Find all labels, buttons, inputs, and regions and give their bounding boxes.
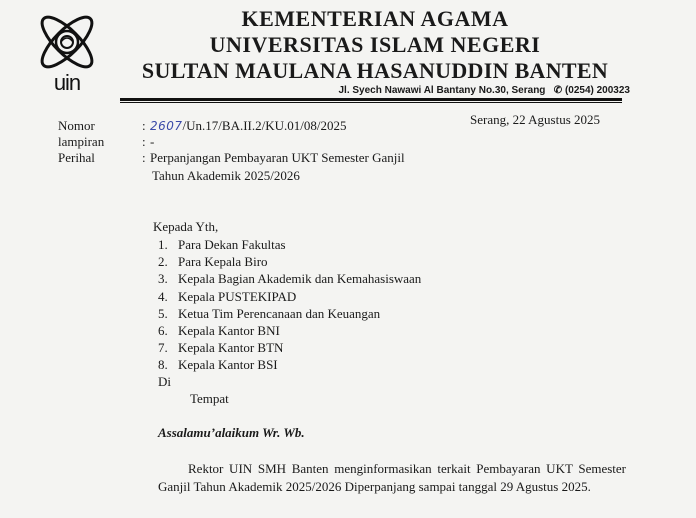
letter-date: Serang, 22 Agustus 2025 bbox=[470, 112, 600, 127]
greeting: Assalamu’alaikum Wr. Wb. bbox=[158, 425, 305, 440]
ministry-name: KEMENTERIAN AGAMA bbox=[241, 6, 509, 31]
perihal-value-line1: Perpanjangan Pembayaran UKT Semester Ganjil bbox=[150, 150, 405, 165]
list-item: 1. Para Dekan Fakultas bbox=[158, 237, 286, 252]
lampiran-value: - bbox=[150, 134, 155, 149]
list-item: 7. Kepala Kantor BTN bbox=[158, 340, 284, 356]
header-rule-thin bbox=[120, 102, 622, 103]
tempat-label: Tempat bbox=[190, 391, 229, 406]
perihal-value-line2: Tahun Akademik 2025/2026 bbox=[152, 168, 300, 183]
body-paragraph bbox=[158, 460, 626, 496]
atom-logo-icon bbox=[30, 12, 104, 72]
header-rule-thick bbox=[120, 98, 622, 101]
perihal-label: Perihal bbox=[58, 150, 95, 165]
logo-text: uin bbox=[53, 70, 81, 95]
phone-icon: ✆ bbox=[553, 85, 563, 96]
list-item: 4. Kepala PUSTEKIPAD bbox=[158, 288, 297, 304]
nomor-row bbox=[58, 118, 405, 134]
letterhead bbox=[110, 6, 640, 98]
list-item: 6. Kepala Kantor BNI bbox=[158, 322, 280, 338]
separator: : bbox=[142, 150, 146, 165]
body-paragraph-text: Rektor UIN SMH Banten menginformasikan terkait Pembayaran UKT Semester Ganjil Tahun Akademik 2025/2026 Diperpanjang sampai tanggal 29 Agustus 2025. bbox=[158, 461, 626, 494]
perihal-row bbox=[58, 150, 405, 166]
kepada-yth: Kepada Yth, bbox=[153, 219, 219, 234]
list-item: 5. Ketua Tim Perencanaan dan Keuangan bbox=[158, 305, 381, 321]
university-name: UNIVERSITAS ISLAM NEGERI bbox=[209, 32, 541, 57]
lampiran-row bbox=[58, 134, 405, 150]
di-label: Di bbox=[158, 374, 171, 389]
list-item: 2. Para Kepala Biro bbox=[158, 254, 268, 270]
phone-number: (0254) 200323 bbox=[564, 85, 630, 96]
separator: : bbox=[142, 134, 146, 149]
letter-meta bbox=[58, 118, 405, 166]
address-text: Jl. Syech Nawawi Al Bantany No.30, Serang bbox=[338, 85, 546, 96]
nomor-suffix: /Un.17/BA.II.2/KU.01/08/2025 bbox=[182, 118, 347, 133]
letterhead-address bbox=[110, 84, 640, 98]
nomor-value bbox=[150, 118, 347, 134]
university-full-name: SULTAN MAULANA HASANUDDIN BANTEN bbox=[141, 58, 609, 83]
lampiran-label: lampiran bbox=[58, 134, 105, 149]
separator: : bbox=[142, 118, 146, 133]
uin-logo bbox=[30, 12, 104, 96]
handwritten-number: 2607 bbox=[150, 119, 183, 133]
list-item: 8. Kepala Kantor BSI bbox=[158, 357, 278, 373]
nomor-label: Nomor bbox=[58, 118, 95, 133]
list-item: 3. Kepala Bagian Akademik dan Kemahasiswaan bbox=[158, 271, 422, 287]
recipient-list bbox=[158, 236, 421, 374]
